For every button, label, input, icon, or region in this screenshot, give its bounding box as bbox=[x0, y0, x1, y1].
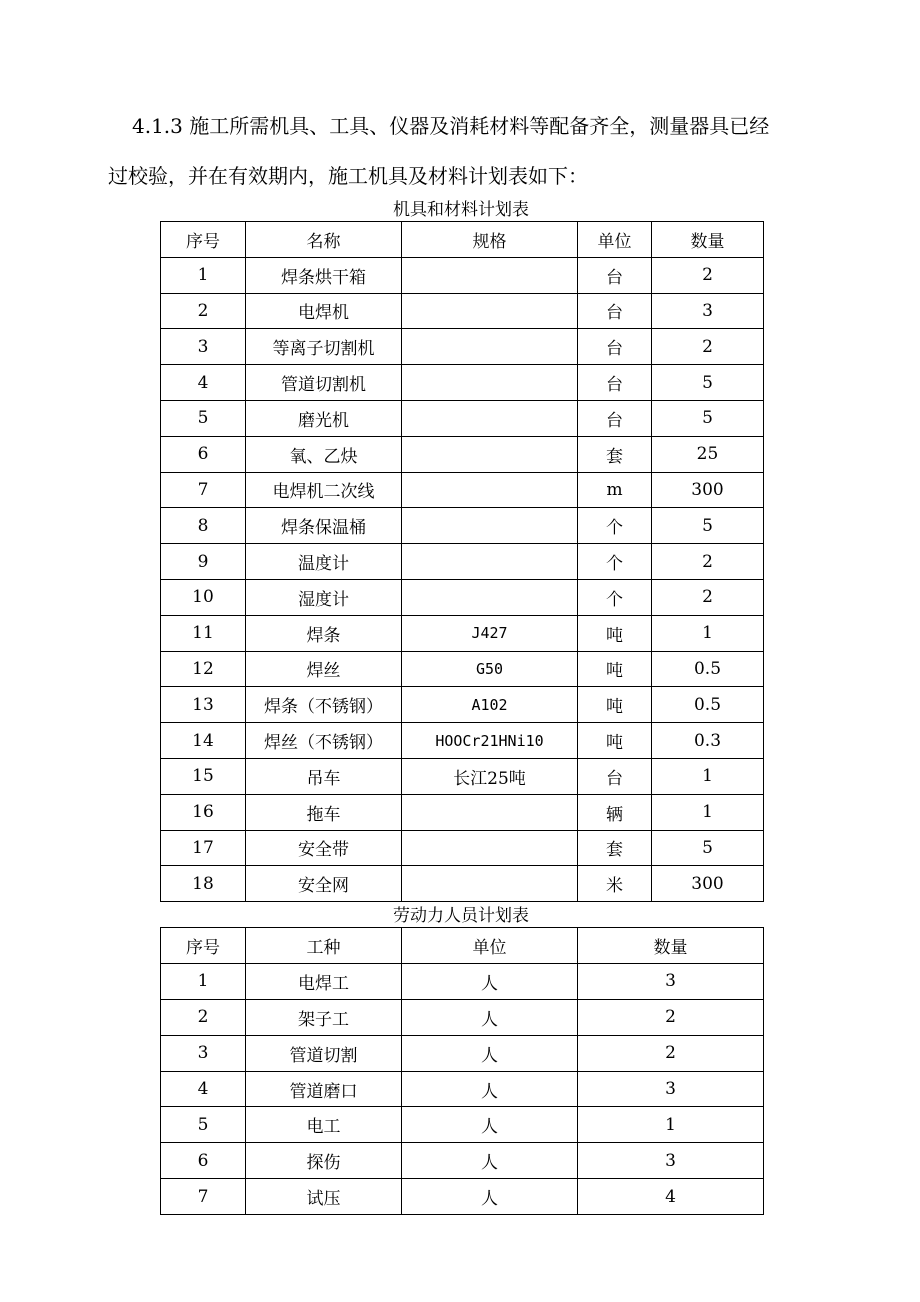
cell-name: 温度计 bbox=[246, 544, 402, 580]
cell-quantity: 4 bbox=[578, 1179, 764, 1215]
table-row bbox=[161, 293, 764, 329]
cell-quantity: 5 bbox=[652, 830, 764, 866]
table-row bbox=[161, 794, 764, 830]
cell-unit: 台 bbox=[578, 257, 652, 293]
header-unit: 单位 bbox=[402, 928, 578, 964]
cell-unit: 吨 bbox=[578, 723, 652, 759]
cell-spec bbox=[402, 329, 578, 365]
cell-unit: 个 bbox=[578, 579, 652, 615]
cell-quantity: 0.5 bbox=[652, 687, 764, 723]
cell-unit: 米 bbox=[578, 866, 652, 902]
cell-unit: 套 bbox=[578, 436, 652, 472]
cell-quantity: 1 bbox=[652, 794, 764, 830]
header-name: 名称 bbox=[246, 222, 402, 258]
cell-index: 15 bbox=[161, 758, 246, 794]
cell-unit: 台 bbox=[578, 400, 652, 436]
cell-spec: J427 bbox=[402, 615, 578, 651]
intro-line-1: 4.1.3 施工所需机具、工具、仪器及消耗材料等配备齐全，测量器具已经 bbox=[132, 114, 770, 138]
labor-table-caption: 劳动力人员计划表 bbox=[393, 906, 529, 926]
equipment-table-caption: 机具和材料计划表 bbox=[393, 200, 529, 220]
table-row bbox=[161, 830, 764, 866]
cell-index: 18 bbox=[161, 866, 246, 902]
cell-unit: 人 bbox=[402, 1035, 578, 1071]
cell-index: 5 bbox=[161, 400, 246, 436]
cell-quantity: 2 bbox=[652, 544, 764, 580]
cell-name: 安全网 bbox=[246, 866, 402, 902]
cell-index: 6 bbox=[161, 1143, 246, 1179]
cell-index: 3 bbox=[161, 1035, 246, 1071]
table-row bbox=[161, 1179, 764, 1215]
cell-unit: 个 bbox=[578, 544, 652, 580]
cell-quantity: 3 bbox=[578, 1143, 764, 1179]
cell-unit: 人 bbox=[402, 1143, 578, 1179]
cell-unit: 台 bbox=[578, 329, 652, 365]
cell-index: 5 bbox=[161, 1107, 246, 1143]
cell-quantity: 5 bbox=[652, 508, 764, 544]
cell-quantity: 2 bbox=[578, 1035, 764, 1071]
cell-unit: 个 bbox=[578, 508, 652, 544]
cell-trade: 试压 bbox=[246, 1179, 402, 1215]
cell-index: 8 bbox=[161, 508, 246, 544]
table-row bbox=[161, 508, 764, 544]
cell-index: 7 bbox=[161, 472, 246, 508]
cell-spec bbox=[402, 579, 578, 615]
table-row bbox=[161, 436, 764, 472]
header-trade: 工种 bbox=[246, 928, 402, 964]
cell-unit: 人 bbox=[402, 1179, 578, 1215]
cell-spec bbox=[402, 472, 578, 508]
table-row bbox=[161, 400, 764, 436]
cell-quantity: 1 bbox=[652, 758, 764, 794]
cell-index: 14 bbox=[161, 723, 246, 759]
cell-name: 氧、乙炔 bbox=[246, 436, 402, 472]
cell-unit: 人 bbox=[402, 1107, 578, 1143]
header-unit: 单位 bbox=[578, 222, 652, 258]
table-row bbox=[161, 687, 764, 723]
cell-index: 4 bbox=[161, 1071, 246, 1107]
cell-spec bbox=[402, 365, 578, 401]
cell-unit: m bbox=[578, 472, 652, 508]
table-row bbox=[161, 758, 764, 794]
cell-name: 拖车 bbox=[246, 794, 402, 830]
cell-trade: 探伤 bbox=[246, 1143, 402, 1179]
cell-trade: 管道磨口 bbox=[246, 1071, 402, 1107]
cell-index: 3 bbox=[161, 329, 246, 365]
cell-trade: 电工 bbox=[246, 1107, 402, 1143]
table-row bbox=[161, 963, 764, 999]
header-index: 序号 bbox=[161, 222, 246, 258]
cell-name: 安全带 bbox=[246, 830, 402, 866]
cell-index: 1 bbox=[161, 257, 246, 293]
table-row bbox=[161, 1143, 764, 1179]
cell-name: 湿度计 bbox=[246, 579, 402, 615]
cell-quantity: 2 bbox=[652, 257, 764, 293]
cell-unit: 人 bbox=[402, 963, 578, 999]
cell-name: 吊车 bbox=[246, 758, 402, 794]
cell-spec bbox=[402, 293, 578, 329]
cell-index: 11 bbox=[161, 615, 246, 651]
header-quantity: 数量 bbox=[652, 222, 764, 258]
cell-quantity: 2 bbox=[652, 329, 764, 365]
cell-quantity: 300 bbox=[652, 866, 764, 902]
cell-name: 焊丝（不锈钢） bbox=[246, 723, 402, 759]
cell-index: 1 bbox=[161, 963, 246, 999]
cell-index: 10 bbox=[161, 579, 246, 615]
cell-index: 9 bbox=[161, 544, 246, 580]
cell-quantity: 3 bbox=[652, 293, 764, 329]
cell-name: 管道切割机 bbox=[246, 365, 402, 401]
cell-quantity: 2 bbox=[578, 999, 764, 1035]
intro-paragraph bbox=[108, 101, 828, 201]
cell-spec bbox=[402, 794, 578, 830]
cell-index: 16 bbox=[161, 794, 246, 830]
table-row bbox=[161, 579, 764, 615]
table-row bbox=[161, 615, 764, 651]
header-spec: 规格 bbox=[402, 222, 578, 258]
labor-table bbox=[160, 927, 764, 1215]
cell-name: 焊条 bbox=[246, 615, 402, 651]
table-row bbox=[161, 723, 764, 759]
cell-index: 2 bbox=[161, 293, 246, 329]
cell-index: 13 bbox=[161, 687, 246, 723]
cell-spec bbox=[402, 508, 578, 544]
cell-index: 12 bbox=[161, 651, 246, 687]
cell-name: 焊条保温桶 bbox=[246, 508, 402, 544]
labor-table-header bbox=[161, 928, 764, 964]
cell-spec bbox=[402, 257, 578, 293]
cell-unit: 台 bbox=[578, 293, 652, 329]
cell-trade: 电焊工 bbox=[246, 963, 402, 999]
cell-name: 焊条烘干箱 bbox=[246, 257, 402, 293]
table-row bbox=[161, 1035, 764, 1071]
cell-quantity: 0.5 bbox=[652, 651, 764, 687]
cell-name: 等离子切割机 bbox=[246, 329, 402, 365]
cell-name: 焊丝 bbox=[246, 651, 402, 687]
cell-quantity: 2 bbox=[652, 579, 764, 615]
cell-spec bbox=[402, 866, 578, 902]
cell-unit: 吨 bbox=[578, 615, 652, 651]
cell-unit: 辆 bbox=[578, 794, 652, 830]
intro-line-2: 过校验，并在有效期内，施工机具及材料计划表如下： bbox=[108, 164, 588, 188]
cell-quantity: 3 bbox=[578, 963, 764, 999]
cell-quantity: 25 bbox=[652, 436, 764, 472]
table-row bbox=[161, 866, 764, 902]
cell-spec: HOOCr21HNi10 bbox=[402, 723, 578, 759]
table-row bbox=[161, 365, 764, 401]
cell-spec bbox=[402, 544, 578, 580]
table-row bbox=[161, 329, 764, 365]
cell-spec: G50 bbox=[402, 651, 578, 687]
cell-spec bbox=[402, 400, 578, 436]
cell-trade: 架子工 bbox=[246, 999, 402, 1035]
table-row bbox=[161, 999, 764, 1035]
table-row bbox=[161, 1071, 764, 1107]
cell-quantity: 300 bbox=[652, 472, 764, 508]
cell-quantity: 0.3 bbox=[652, 723, 764, 759]
cell-name: 焊条（不锈钢） bbox=[246, 687, 402, 723]
table-row bbox=[161, 651, 764, 687]
cell-index: 4 bbox=[161, 365, 246, 401]
cell-trade: 管道切割 bbox=[246, 1035, 402, 1071]
cell-quantity: 1 bbox=[652, 615, 764, 651]
cell-spec: A102 bbox=[402, 687, 578, 723]
table-row bbox=[161, 257, 764, 293]
cell-quantity: 3 bbox=[578, 1071, 764, 1107]
cell-unit: 台 bbox=[578, 365, 652, 401]
cell-unit: 套 bbox=[578, 830, 652, 866]
cell-index: 2 bbox=[161, 999, 246, 1035]
equipment-table bbox=[160, 221, 764, 902]
table-row bbox=[161, 472, 764, 508]
cell-name: 磨光机 bbox=[246, 400, 402, 436]
cell-quantity: 5 bbox=[652, 400, 764, 436]
cell-unit: 吨 bbox=[578, 651, 652, 687]
cell-index: 6 bbox=[161, 436, 246, 472]
cell-name: 电焊机 bbox=[246, 293, 402, 329]
cell-quantity: 5 bbox=[652, 365, 764, 401]
cell-index: 7 bbox=[161, 1179, 246, 1215]
cell-spec bbox=[402, 436, 578, 472]
equipment-table-header bbox=[161, 222, 764, 258]
table-row bbox=[161, 544, 764, 580]
cell-spec: 长江25吨 bbox=[402, 758, 578, 794]
table-row bbox=[161, 1107, 764, 1143]
cell-index: 17 bbox=[161, 830, 246, 866]
header-index: 序号 bbox=[161, 928, 246, 964]
cell-unit: 吨 bbox=[578, 687, 652, 723]
cell-name: 电焊机二次线 bbox=[246, 472, 402, 508]
header-quantity: 数量 bbox=[578, 928, 764, 964]
cell-unit: 人 bbox=[402, 999, 578, 1035]
cell-spec bbox=[402, 830, 578, 866]
cell-quantity: 1 bbox=[578, 1107, 764, 1143]
cell-unit: 台 bbox=[578, 758, 652, 794]
cell-unit: 人 bbox=[402, 1071, 578, 1107]
